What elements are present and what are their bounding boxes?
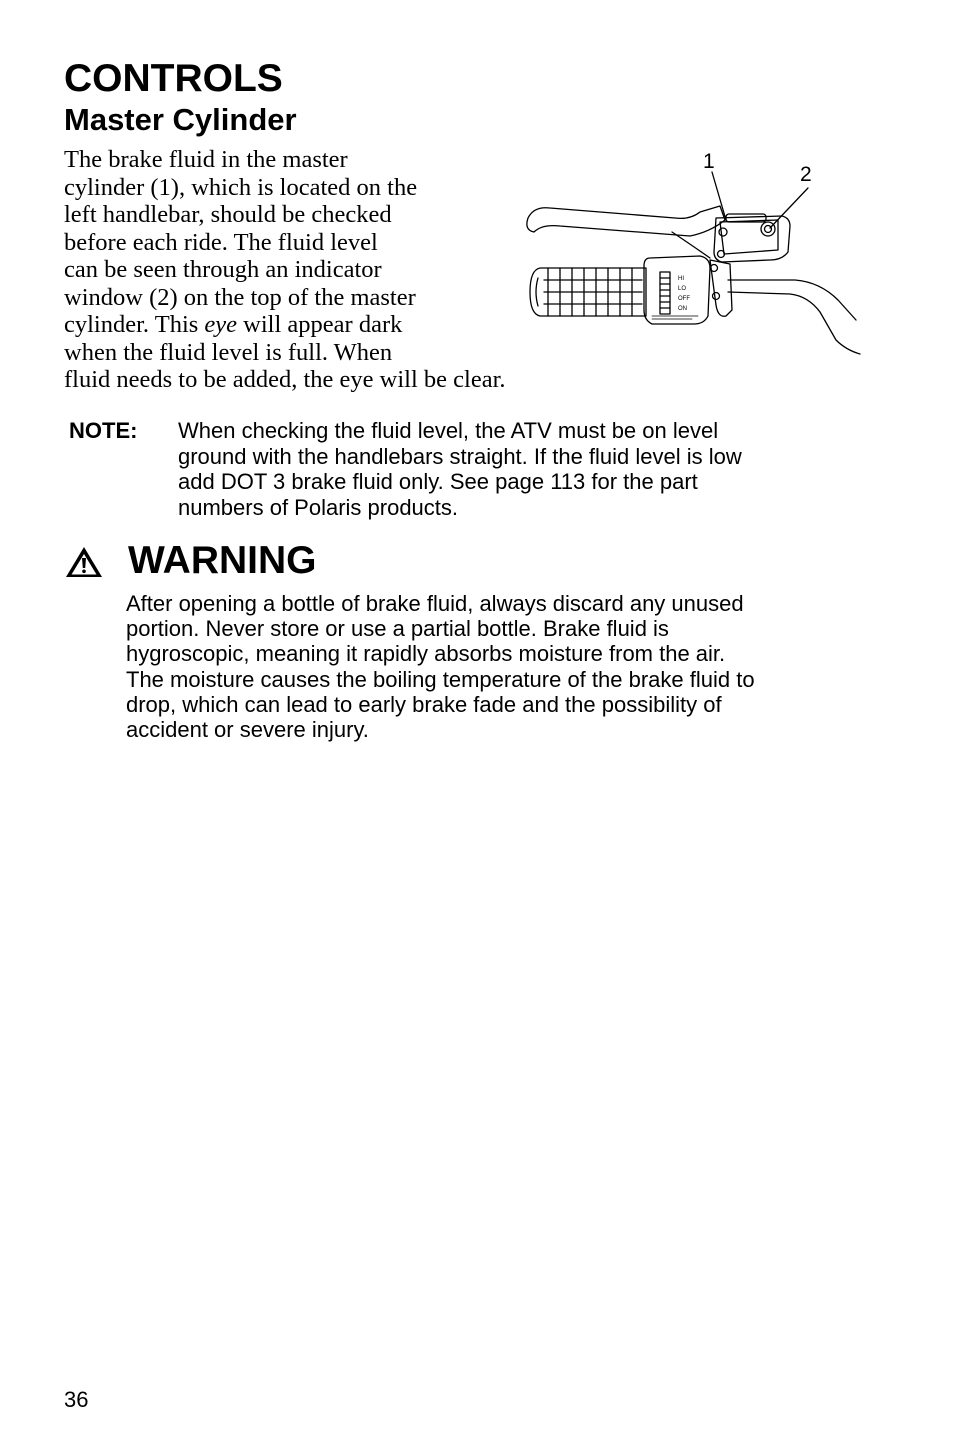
master-cylinder-illustration <box>520 140 870 365</box>
switch-label-hi: HI <box>678 276 684 282</box>
note-line: ground with the handlebars straight. If the fluid level is low <box>178 443 742 469</box>
indicator-window-icon <box>761 222 775 236</box>
intro-line-start: cylinder. This <box>64 311 205 338</box>
warning-body <box>126 591 886 742</box>
callout-1: 1 <box>703 150 715 173</box>
master-cylinder-reservoir <box>714 214 790 262</box>
clamp-bolt <box>713 293 720 300</box>
intro-line <box>64 311 584 339</box>
intro-line: can be seen through an indicator <box>64 256 382 283</box>
leader-line-1 <box>712 172 726 220</box>
eye-emphasis: eye <box>204 311 238 338</box>
callout-2: 2 <box>800 163 812 186</box>
subsection-title: Master Cylinder <box>64 102 297 137</box>
warning-line: hygroscopic, meaning it rapidly absorbs moisture from the air. <box>126 641 726 667</box>
warning-line: The moisture causes the boiling temperature of the brake fluid to <box>126 666 755 692</box>
switch-label-on: ON <box>678 306 687 312</box>
handlebar-tube <box>728 292 860 354</box>
switch-label-off: OFF <box>678 296 690 302</box>
intro-line: before each ride. The fluid level <box>64 228 378 256</box>
warning-triangle-icon <box>64 545 104 579</box>
switch-label-lo: LO <box>678 286 687 292</box>
intro-line-end: will appear dark <box>243 311 403 338</box>
warning-line: drop, which can lead to early brake fade and the possibility of <box>126 691 722 717</box>
warning-line: After opening a bottle of brake fluid, always discard any unused <box>126 591 744 616</box>
handlebar-tube <box>728 280 856 320</box>
warning-line: accident or severe injury. <box>126 717 369 743</box>
intro-line: window (2) on the top of the master <box>64 283 416 311</box>
brake-lever <box>527 206 725 236</box>
clamp-body <box>710 260 732 316</box>
warning-title: WARNING <box>128 539 317 582</box>
intro-line: cylinder (1), which is located on the <box>64 173 418 201</box>
note-body <box>178 418 878 520</box>
note-line: numbers of Polaris products. <box>178 494 459 520</box>
intro-paragraph <box>64 146 584 394</box>
hand-grip <box>530 268 646 316</box>
note-line: add DOT 3 brake fluid only. See page 113 for the part <box>178 469 698 494</box>
intro-line: left handlebar, should be checked <box>64 201 392 228</box>
switch-housing <box>644 256 710 324</box>
intro-line: when the fluid level is full. When <box>64 338 393 366</box>
page-number: 36 <box>64 1387 89 1412</box>
note-label: NOTE: <box>69 418 138 443</box>
intro-line: fluid needs to be added, the eye will be clear. <box>64 366 506 393</box>
intro-line: The brake fluid in the master <box>64 146 348 173</box>
note-line: When checking the fluid level, the ATV must be on level <box>178 418 719 443</box>
warning-line: portion. Never store or use a partial bottle. Brake fluid is <box>126 616 669 642</box>
section-title: CONTROLS <box>64 57 283 100</box>
